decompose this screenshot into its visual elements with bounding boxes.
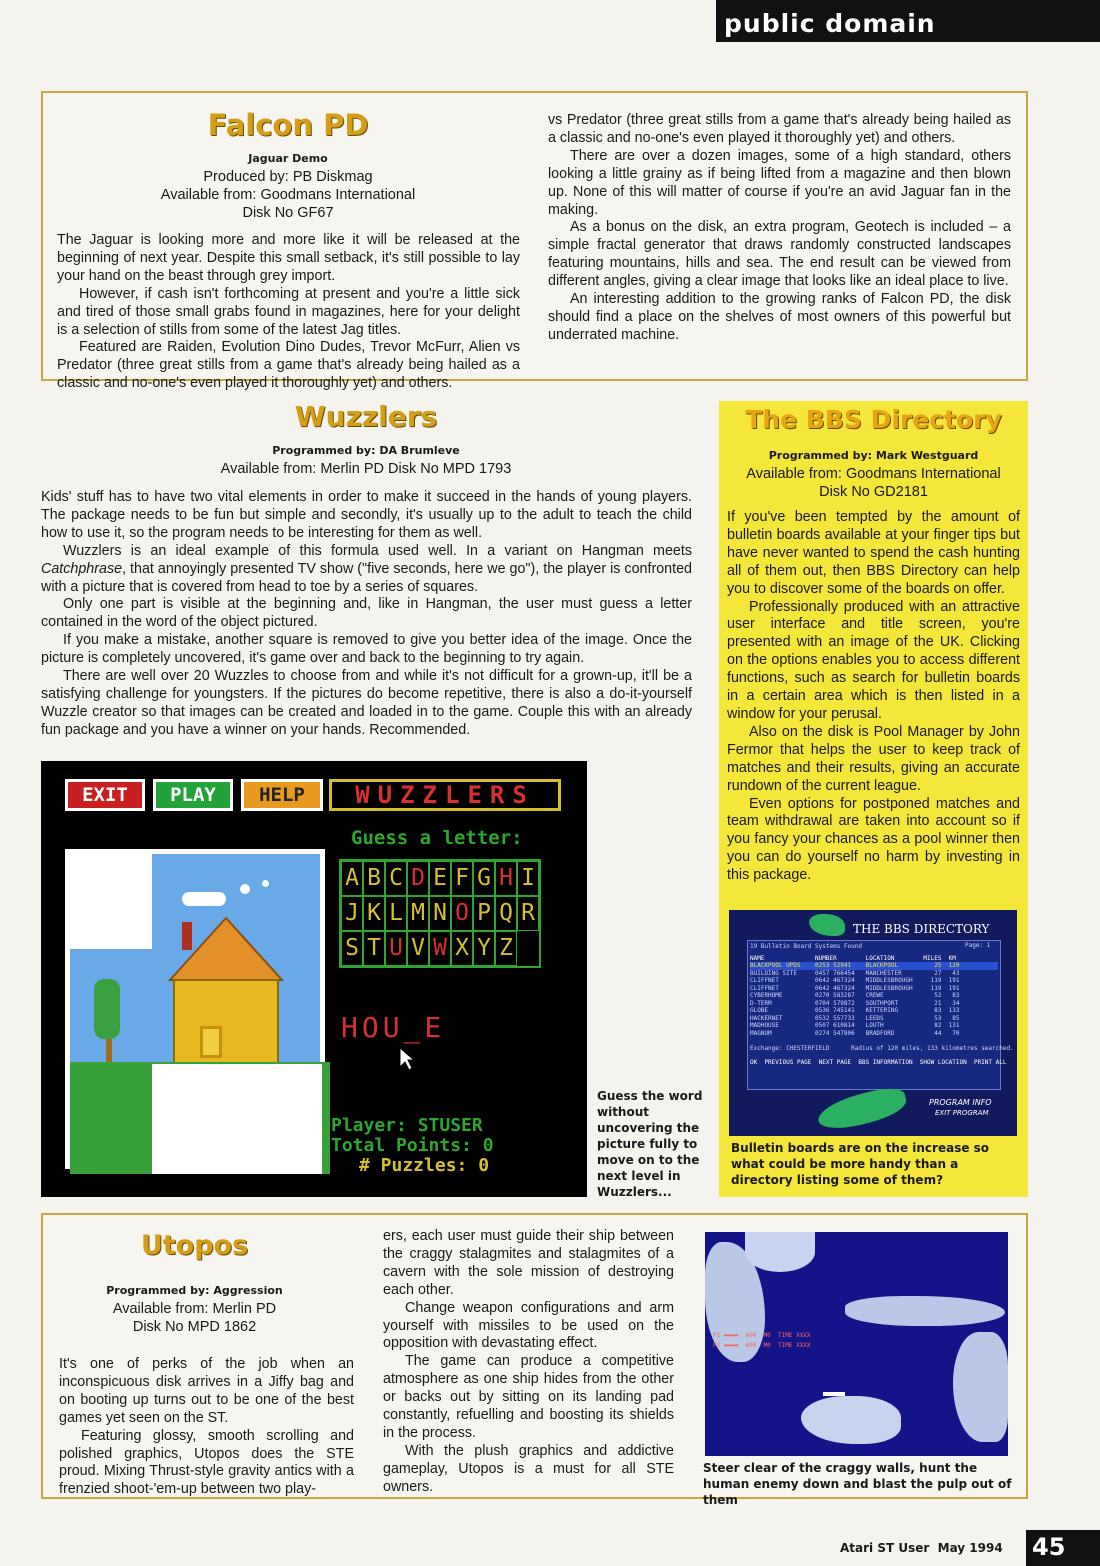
letter-key[interactable]: Q: [495, 896, 517, 931]
bbs-title: The BBS Directory: [745, 405, 1002, 434]
letter-key[interactable]: C: [385, 861, 407, 896]
bbs-exchange: Exchange: CHESTERFIELD Radius of 120 miles, 133 kilometres searched.: [750, 1045, 1014, 1052]
bbs-found: 19 Bulletin Board Systems Found: [750, 943, 862, 950]
exit-program-button[interactable]: EXIT PROGRAM: [935, 1109, 989, 1117]
bbs-body: [727, 509, 1020, 885]
falcon-p5: As a bonus on the disk, an extra program, Geotech is included – a simple fractal generator that draws randomly constructed landscapes featuring mountains, hills and sea. The end result can be viewed from different angles, giving a clear image that looks like an ideal place to live.: [548, 219, 1011, 290]
bbs-credit: [719, 447, 1028, 501]
footer-magazine: Atari ST User May 1994: [840, 1541, 1003, 1555]
letter-key[interactable]: W: [429, 931, 451, 966]
wuzzlers-p2: Wuzzlers is an ideal example of this formula used well. In a variant on Hangman meets Catchphrase, that annoyingly presented TV show ("five seconds, here we go"), the player is confronted with a picture that is covered from head to toe by a series of squares.: [41, 542, 692, 595]
bbs-screen-title: THE BBS DIRECTORY: [853, 922, 990, 936]
puzzle-picture: [65, 849, 325, 1169]
utopos-disk: Disk No MPD 1862: [132, 1319, 257, 1335]
bbs-row[interactable]: CYBERHOME 0270 583287 CREWE 52 83: [750, 992, 960, 999]
player-name: Player: STUSER: [331, 1115, 483, 1136]
letter-key[interactable]: O: [451, 896, 473, 931]
letter-grid: [339, 859, 541, 968]
wuzzlers-p5: There are well over 20 Wuzzles to choose from and while it's not difficult for a grown-up, it'll be a satisfying challenge for youngsters. If the pictures do become repetitive, there is also a do-it-yourself Wuzzle creator so that images can be created and loaded in to the game. Couple this with an already fun package and you have a winner on your hands. Recommended.: [41, 668, 692, 738]
letter-key[interactable]: B: [363, 861, 385, 896]
bbs-p3: Also on the disk is Pool Manager by John Fermor that helps the user to keep track of matches and their results, giving an accurate rundown of the current league.: [727, 723, 1020, 794]
cloud-dot: [262, 880, 269, 887]
bbs-disk: Disk No GD2181: [819, 484, 928, 500]
utopos-col2: [383, 1228, 674, 1497]
letter-key[interactable]: K: [363, 896, 385, 931]
falcon-col1: [57, 232, 520, 392]
falcon-p3-cont: vs Predator (three great stills from a game that's already being hailed as a classic and no-one's even played it thoroughly yet) and others.: [548, 112, 1011, 146]
player1-hud: P1 ▬▬▬▬ A00 M0 TIME XXXX: [713, 1332, 811, 1339]
covered-square: [152, 1064, 322, 1174]
utopos-col1: [59, 1356, 354, 1499]
falcon-producer: Produced by: PB Diskmag: [203, 169, 373, 185]
letter-key[interactable]: I: [517, 861, 539, 896]
bbs-row[interactable]: BUILDING SITE 0457 766454 MANCHESTER 27 43: [750, 969, 960, 977]
utopos-p2: Featuring glossy, smooth scrolling and polished graphics, Utopos does the STE proud. Mixing Thrust-style gravity antics with a frenzied shoot-'em-up between two play-: [59, 1427, 354, 1498]
page-number: 45: [1026, 1530, 1100, 1566]
bbs-p1: If you've been tempted by the amount of bulletin boards available at your finger tips but have never wanted to spend the cash hunting all of them out, then BBS Directory can help you to discover some of the boards on offer.: [727, 509, 1020, 597]
falcon-title: Falcon PD: [207, 108, 369, 142]
total-points: Total Points: 0: [331, 1135, 494, 1156]
bbs-programmer: Programmed by: Mark Westguard: [768, 449, 979, 462]
letter-key[interactable]: H: [495, 861, 517, 896]
bbs-p2: Professionally produced with an attractive user interface and title screen, you're presented with an image of the UK. Clicking on the options enables you to access different functions, such as search for bulletin boards in a certain area which is then listed in a window for your perusal.: [727, 598, 1020, 722]
utopos-title: Utopos: [140, 1230, 249, 1261]
puzzle-count: # Puzzles: 0: [359, 1155, 490, 1176]
letter-key[interactable]: T: [363, 931, 385, 966]
falcon-p3: Featured are Raiden, Evolution Dino Dudes, Trevor McFurr, Alien vs Predator (three great stills from a game that's already being hailed as a classic and no-one's even played it thoroughly yet) and others.: [57, 339, 520, 392]
bbs-screenshot: [729, 910, 1017, 1136]
letter-key[interactable]: U: [385, 931, 407, 966]
bbs-row[interactable]: MAGNUM 0274 547806 BRADFORD 44 70: [750, 1029, 960, 1037]
wuzzlers-logo: WUZZLERS: [329, 779, 561, 811]
bbs-p4: Even options for postponed matches and team withdrawal are taken into account so if you fancy your chances as a pool winner then you can do yourself no harm by investing in this package.: [727, 795, 1020, 884]
uk-map-south: [815, 1084, 910, 1135]
play-button[interactable]: PLAY: [153, 779, 233, 811]
tree-leaves: [94, 979, 120, 1039]
letter-key[interactable]: M: [407, 896, 429, 931]
utopos-screenshot: [705, 1232, 1008, 1456]
player2-hud: P2 ▬▬▬▬ A00 M0 TIME XXXX: [713, 1342, 811, 1349]
cloud: [182, 892, 226, 906]
bbs-row[interactable]: CLIFFNET 0642 467324 MIDDLESBROUGH 119 191: [750, 977, 960, 984]
falcon-p6: An interesting addition to the growing ranks of Falcon PD, the disk should find a place on the shelves of most owners of this powerful but underrated machine.: [548, 291, 1011, 343]
bbs-row[interactable]: D-TERM 0704 579872 SOUTHPORT 21 34: [750, 999, 960, 1007]
falcon-p2: However, if cash isn't forthcoming at present and you're a little sick and tired of those small grabs found in magazines, here for your delight is a selection of stills from some of the latest Jag titles.: [57, 285, 520, 338]
cavern-rock: [745, 1232, 815, 1272]
letter-key[interactable]: A: [341, 861, 363, 896]
bbs-listing: [747, 940, 1014, 1090]
falcon-disk: Disk No GF67: [242, 205, 334, 221]
cloud-dot: [240, 884, 250, 894]
utopos-p4: The game can produce a competitive atmosphere as one ship hides from the other or backs out by sitting on its landing pad constantly, refuelling and boosting its shields in the process.: [383, 1353, 674, 1441]
letter-key[interactable]: S: [341, 931, 363, 966]
program-info-button[interactable]: PROGRAM INFO: [929, 1098, 992, 1107]
wuzzlers-p4: If you make a mistake, another square is removed to give you better idea of the image. Once the picture is completely uncovered, it's game over and back to the beginning to try again.: [41, 632, 692, 667]
letter-key[interactable]: R: [517, 896, 539, 931]
house-wall: [173, 979, 279, 1065]
wuzzlers-p3: Only one part is visible at the beginning and, like in Hangman, the user must guess a letter contained in the word of the object pictured.: [41, 596, 692, 631]
letter-key[interactable]: E: [429, 861, 451, 896]
letter-key[interactable]: D: [407, 861, 429, 896]
falcon-subtitle: Jaguar Demo: [248, 152, 328, 165]
covered-square: [70, 854, 152, 949]
landing-pad: [823, 1392, 845, 1396]
utopos-available: Available from: Merlin PD: [112, 1301, 277, 1317]
falcon-p4: There are over a dozen images, some of a high standard, others looking a little grainy as if being lifted from a magazine and then blown up. None of this will matter of course if you're an avid Jaguar fan in the making.: [548, 147, 1011, 218]
bbs-caption: Bulletin boards are on the increase so what could be more handy than a directory listing some of them?: [731, 1141, 990, 1187]
letter-key[interactable]: Z: [495, 931, 517, 966]
bbs-available: Available from: Goodmans International: [746, 466, 1001, 482]
utopos-p5: With the plush graphics and addictive gameplay, Utopos is a must for all STE owners.: [383, 1442, 674, 1495]
bbs-row[interactable]: HACKERNET 0532 557733 LEEDS 53 85: [750, 1014, 960, 1022]
cavern-rock: [845, 1296, 1005, 1326]
letter-key[interactable]: G: [473, 861, 495, 896]
exit-button[interactable]: EXIT: [65, 779, 145, 811]
wuzzlers-available: Available from: Merlin PD Disk No MPD 1793: [220, 461, 512, 477]
wuzzlers-screenshot: [41, 761, 587, 1197]
bbs-row[interactable]: MADHOUSE 0507 610814 LOUTH 82 131: [750, 1022, 960, 1029]
falcon-col2: [548, 112, 1011, 345]
letter-key[interactable]: L: [385, 896, 407, 931]
letter-key[interactable]: P: [473, 896, 495, 931]
wuzzlers-body: [41, 489, 692, 740]
wuzzlers-p1: Kids' stuff has to have two vital elements in order to make it succeed in the hands of young players. The package needs to be fun but simple and secondly, it's usually up to the adult to teach the child how to use it, so the program needs to be interesting for them as well.: [41, 489, 692, 541]
utopos-credit: [57, 1282, 332, 1336]
bbs-row[interactable]: GLOBE 0536 745141 KETTERING 83 133: [750, 1007, 960, 1014]
letter-key[interactable]: Y: [473, 931, 495, 966]
bbs-row[interactable]: CLIFFNET 0642 467324 MIDDLESBROUGH 119 191: [750, 984, 960, 992]
house-door: [200, 1026, 222, 1058]
section-tab: public domain: [716, 0, 1100, 42]
wuzzlers-credit: [41, 442, 691, 478]
house-roof: [166, 914, 286, 984]
uk-map-north: [809, 914, 845, 936]
guess-prompt: Guess a letter:: [351, 827, 523, 849]
utopos-caption: Steer clear of the craggy walls, hunt the human enemy down and blast the pulp out of them: [703, 1461, 1012, 1507]
letter-key[interactable]: N: [429, 896, 451, 931]
falcon-available: Available from: Goodmans International: [160, 187, 416, 203]
letter-key[interactable]: X: [451, 931, 473, 966]
bbs-page: Page: 1: [965, 942, 991, 949]
letter-key[interactable]: F: [451, 861, 473, 896]
utopos-p3: Change weapon configurations and arm yourself with missiles to be used on the opposition with devastating effect.: [383, 1299, 674, 1352]
bbs-headers: NAME NUMBER LOCATION MILES KM: [750, 954, 956, 962]
wuzzlers-title: Wuzzlers: [294, 400, 438, 433]
wuzzlers-caption: Guess the word without uncovering the picture fully to move on to the next level in Wuzzlers...: [597, 1089, 703, 1199]
utopos-programmer: Programmed by: Aggression: [106, 1284, 283, 1297]
bbs-rows: [750, 962, 998, 1037]
guess-word: HOU_E: [341, 1011, 446, 1044]
help-button[interactable]: HELP: [241, 779, 323, 811]
bbs-menu[interactable]: OK PREVIOUS PAGE NEXT PAGE BBS INFORMATION SHOW LOCATION PRINT ALL: [750, 1058, 1007, 1066]
mouse-pointer-icon: [399, 1047, 415, 1071]
utopos-p1: It's one of perks of the job when an inconspicuous disk arrives in a Jiffy bag and on booting up turns out to be one of the best games yet seen on the ST.: [59, 1356, 354, 1426]
cavern-rock: [801, 1396, 901, 1444]
bbs-row[interactable]: BLACKPOOL UPDS 0253 52941 BLACKPOOL 25 120: [750, 962, 998, 970]
letter-key[interactable]: J: [341, 896, 363, 931]
utopos-p2-cont: ers, each user must guide their ship between the craggy stalagmites and stalagmites of a cavern with the sole mission of destroying each other.: [383, 1228, 674, 1298]
falcon-credit: [100, 150, 476, 222]
falcon-p1: The Jaguar is looking more and more like it will be released at the beginning of next year. Despite this small setback, it's still possible to lay your hand on the beast through grey import.: [57, 232, 520, 284]
letter-key[interactable]: V: [407, 931, 429, 966]
wuzzlers-programmer: Programmed by: DA Brumleve: [272, 444, 460, 457]
cavern-rock: [953, 1332, 1008, 1442]
